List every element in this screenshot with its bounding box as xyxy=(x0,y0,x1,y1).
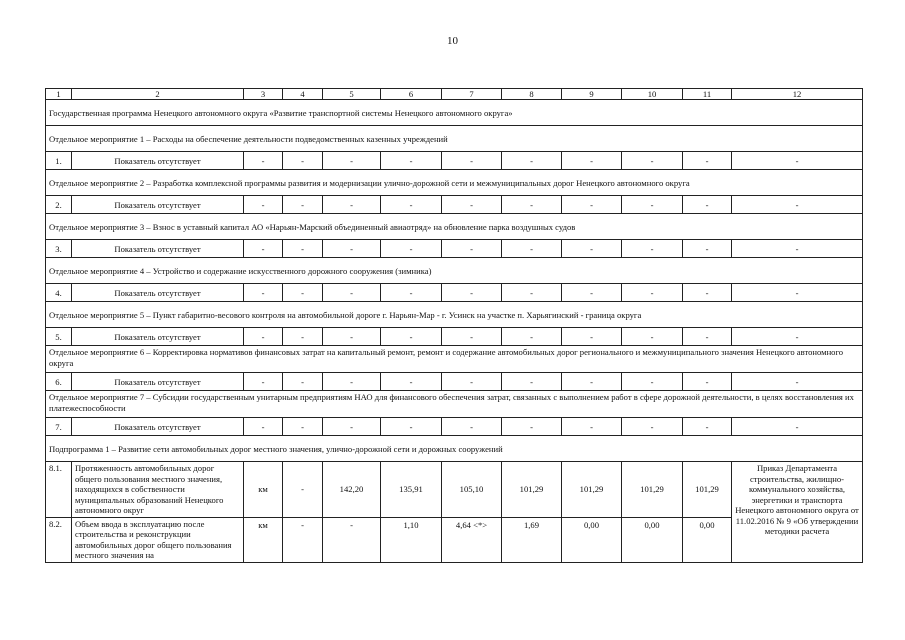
dash-cell: - xyxy=(562,373,622,391)
dash-cell: - xyxy=(442,373,502,391)
header-cell: 4 xyxy=(283,89,323,100)
indicator-name: Показатель отсутствует xyxy=(72,152,244,170)
dash-cell: - xyxy=(622,418,683,436)
section-row xyxy=(46,100,863,126)
value-cell: км xyxy=(244,462,283,517)
indicator-name: Показатель отсутствует xyxy=(72,328,244,346)
indicator-row xyxy=(46,196,863,214)
header-cell: 9 xyxy=(562,89,622,100)
value-cell: 4,64 <*> xyxy=(442,517,502,562)
header-row xyxy=(46,89,863,100)
dash-cell: - xyxy=(502,373,562,391)
dash-cell: - xyxy=(622,196,683,214)
dash-cell: - xyxy=(381,418,442,436)
dash-cell: - xyxy=(732,152,863,170)
section-title: Отдельное мероприятие 2 – Разработка комплексной программы развития и модернизации улично-дорожной сети и межмуниципальных дорог Ненецкого автономного округа xyxy=(46,170,863,196)
indicator-name: Объем ввода в эксплуатацию после строительства и реконструкции автомобильных дорог общего пользования местного значения на xyxy=(72,517,244,562)
dash-cell: - xyxy=(283,373,323,391)
section-title: Отдельное мероприятие 5 – Пункт габаритно-весового контроля на автомобильной дороге г. Нарьян-Мар - г. Усинск на участке п. Харьягинский - граница округа xyxy=(46,302,863,328)
header-cell: 7 xyxy=(442,89,502,100)
section-title: Отдельное мероприятие 7 – Субсидии государственным унитарным предприятиям НАО для финансового обеспечения затрат, связанных с выполнением работ в сфере дорожной деятельности, в целях восстановления их платежеспособности xyxy=(46,391,863,418)
dash-cell: - xyxy=(622,240,683,258)
value-cell: 0,00 xyxy=(622,517,683,562)
dash-cell: - xyxy=(283,152,323,170)
dash-cell: - xyxy=(622,284,683,302)
dash-cell: - xyxy=(683,373,732,391)
dash-cell: - xyxy=(442,240,502,258)
dash-cell: - xyxy=(683,328,732,346)
dash-cell: - xyxy=(683,240,732,258)
header-cell: 3 xyxy=(244,89,283,100)
dash-cell: - xyxy=(283,328,323,346)
value-cell: 135,91 xyxy=(381,462,442,517)
dash-cell: - xyxy=(732,418,863,436)
value-cell: 1,69 xyxy=(502,517,562,562)
dash-cell: - xyxy=(442,418,502,436)
section-row xyxy=(46,126,863,152)
dash-cell: - xyxy=(244,373,283,391)
dash-cell: - xyxy=(442,284,502,302)
row-number: 4. xyxy=(46,284,72,302)
dash-cell: - xyxy=(442,152,502,170)
section-row xyxy=(46,436,863,462)
dash-cell: - xyxy=(283,196,323,214)
dash-cell: - xyxy=(283,418,323,436)
dash-cell: - xyxy=(562,284,622,302)
value-cell: 101,29 xyxy=(562,462,622,517)
dash-cell: - xyxy=(683,284,732,302)
dash-cell: - xyxy=(502,240,562,258)
value-cell: 105,10 xyxy=(442,462,502,517)
indicator-row xyxy=(46,418,863,436)
dash-cell: - xyxy=(244,284,283,302)
dash-cell: - xyxy=(732,240,863,258)
dash-cell: - xyxy=(283,240,323,258)
dash-cell: - xyxy=(381,373,442,391)
indicator-row xyxy=(46,328,863,346)
dash-cell: - xyxy=(323,240,381,258)
section-title: Государственная программа Ненецкого автономного округа «Развитие транспортной системы Ненецкого автономного округа» xyxy=(46,100,863,126)
indicator-row-8-1 xyxy=(46,462,863,517)
dash-cell: - xyxy=(244,196,283,214)
section-title: Отдельное мероприятие 6 – Корректировка нормативов финансовых затрат на капитальный ремонт, ремонт и содержание автомобильных дорог регионального и межмуниципального значения Ненецкого автономного округа xyxy=(46,346,863,373)
header-cell: 5 xyxy=(323,89,381,100)
dash-cell: - xyxy=(244,418,283,436)
row-number: 3. xyxy=(46,240,72,258)
dash-cell: - xyxy=(502,328,562,346)
dash-cell: - xyxy=(683,418,732,436)
section-row xyxy=(46,214,863,240)
section-row xyxy=(46,170,863,196)
header-cell: 10 xyxy=(622,89,683,100)
dash-cell: - xyxy=(283,284,323,302)
section-title: Отдельное мероприятие 4 – Устройство и содержание искусственного дорожного сооружения (зимника) xyxy=(46,258,863,284)
dash-cell: - xyxy=(732,328,863,346)
dash-cell: - xyxy=(381,328,442,346)
dash-cell: - xyxy=(323,373,381,391)
dash-cell: - xyxy=(562,328,622,346)
value-cell: - xyxy=(283,462,323,517)
indicator-name: Показатель отсутствует xyxy=(72,418,244,436)
section-row xyxy=(46,302,863,328)
dash-cell: - xyxy=(381,196,442,214)
header-cell: 11 xyxy=(683,89,732,100)
dash-cell: - xyxy=(502,418,562,436)
dash-cell: - xyxy=(442,328,502,346)
value-cell: 0,00 xyxy=(562,517,622,562)
dash-cell: - xyxy=(244,328,283,346)
dash-cell: - xyxy=(244,240,283,258)
dash-cell: - xyxy=(244,152,283,170)
dash-cell: - xyxy=(732,284,863,302)
dash-cell: - xyxy=(562,240,622,258)
header-cell: 6 xyxy=(381,89,442,100)
indicator-name: Показатель отсутствует xyxy=(72,373,244,391)
header-cell: 12 xyxy=(732,89,863,100)
indicator-row xyxy=(46,284,863,302)
indicator-name: Показатель отсутствует xyxy=(72,196,244,214)
section-title: Отдельное мероприятие 3 – Взнос в уставный капитал АО «Нарьян-Марский объединенный авиаотряд» на обновление парка воздушных судов xyxy=(46,214,863,240)
value-cell: 101,29 xyxy=(622,462,683,517)
dash-cell: - xyxy=(502,152,562,170)
dash-cell: - xyxy=(323,152,381,170)
row-number: 5. xyxy=(46,328,72,346)
dash-cell: - xyxy=(683,152,732,170)
dash-cell: - xyxy=(442,196,502,214)
value-cell: - xyxy=(283,517,323,562)
dash-cell: - xyxy=(323,196,381,214)
section-row xyxy=(46,258,863,284)
row-number: 7. xyxy=(46,418,72,436)
dash-cell: - xyxy=(381,240,442,258)
page-number: 10 xyxy=(447,35,458,47)
table-body xyxy=(46,89,863,563)
dash-cell: - xyxy=(562,152,622,170)
section-title: Подпрограмма 1 – Развитие сети автомобильных дорог местного значения, улично-дорожной сети и дорожных сооружений xyxy=(46,436,863,462)
dash-cell: - xyxy=(562,196,622,214)
section-title: Отдельное мероприятие 1 – Расходы на обеспечение деятельности подведомственных казенных учреждений xyxy=(46,126,863,152)
indicators-table xyxy=(45,88,863,563)
dash-cell: - xyxy=(381,284,442,302)
dash-cell: - xyxy=(562,418,622,436)
indicator-row xyxy=(46,152,863,170)
value-cell: 0,00 xyxy=(683,517,732,562)
row-number: 1. xyxy=(46,152,72,170)
header-cell: 2 xyxy=(72,89,244,100)
header-cell: 8 xyxy=(502,89,562,100)
dash-cell: - xyxy=(732,196,863,214)
section-row xyxy=(46,391,863,418)
indicator-name: Показатель отсутствует xyxy=(72,240,244,258)
header-cell: 1 xyxy=(46,89,72,100)
value-cell: - xyxy=(323,517,381,562)
dash-cell: - xyxy=(683,196,732,214)
dash-cell: - xyxy=(622,152,683,170)
indicator-row xyxy=(46,240,863,258)
value-cell: 101,29 xyxy=(683,462,732,517)
dash-cell: - xyxy=(622,373,683,391)
indicator-row xyxy=(46,373,863,391)
value-cell: км xyxy=(244,517,283,562)
section-row xyxy=(46,346,863,373)
dash-cell: - xyxy=(323,284,381,302)
value-cell: 101,29 xyxy=(502,462,562,517)
row-number: 8.2. xyxy=(46,517,72,562)
dash-cell: - xyxy=(381,152,442,170)
dash-cell: - xyxy=(502,196,562,214)
dash-cell: - xyxy=(732,373,863,391)
row-number: 6. xyxy=(46,373,72,391)
indicator-name: Показатель отсутствует xyxy=(72,284,244,302)
source-note: Приказ Департамента строительства, жилищно-коммунального хозяйства, энергетики и транспорта Ненецкого автономного округа от 11.02.2016 № 9 «Об утверждении методики расчета xyxy=(732,462,863,562)
dash-cell: - xyxy=(323,418,381,436)
value-cell: 1,10 xyxy=(381,517,442,562)
row-number: 8.1. xyxy=(46,462,72,517)
dash-cell: - xyxy=(323,328,381,346)
indicator-name: Протяженность автомобильных дорог общего пользования местного значения, находящихся в собственности муниципальных образований Ненецкого автономного округ xyxy=(72,462,244,517)
dash-cell: - xyxy=(622,328,683,346)
row-number: 2. xyxy=(46,196,72,214)
value-cell: 142,20 xyxy=(323,462,381,517)
dash-cell: - xyxy=(502,284,562,302)
